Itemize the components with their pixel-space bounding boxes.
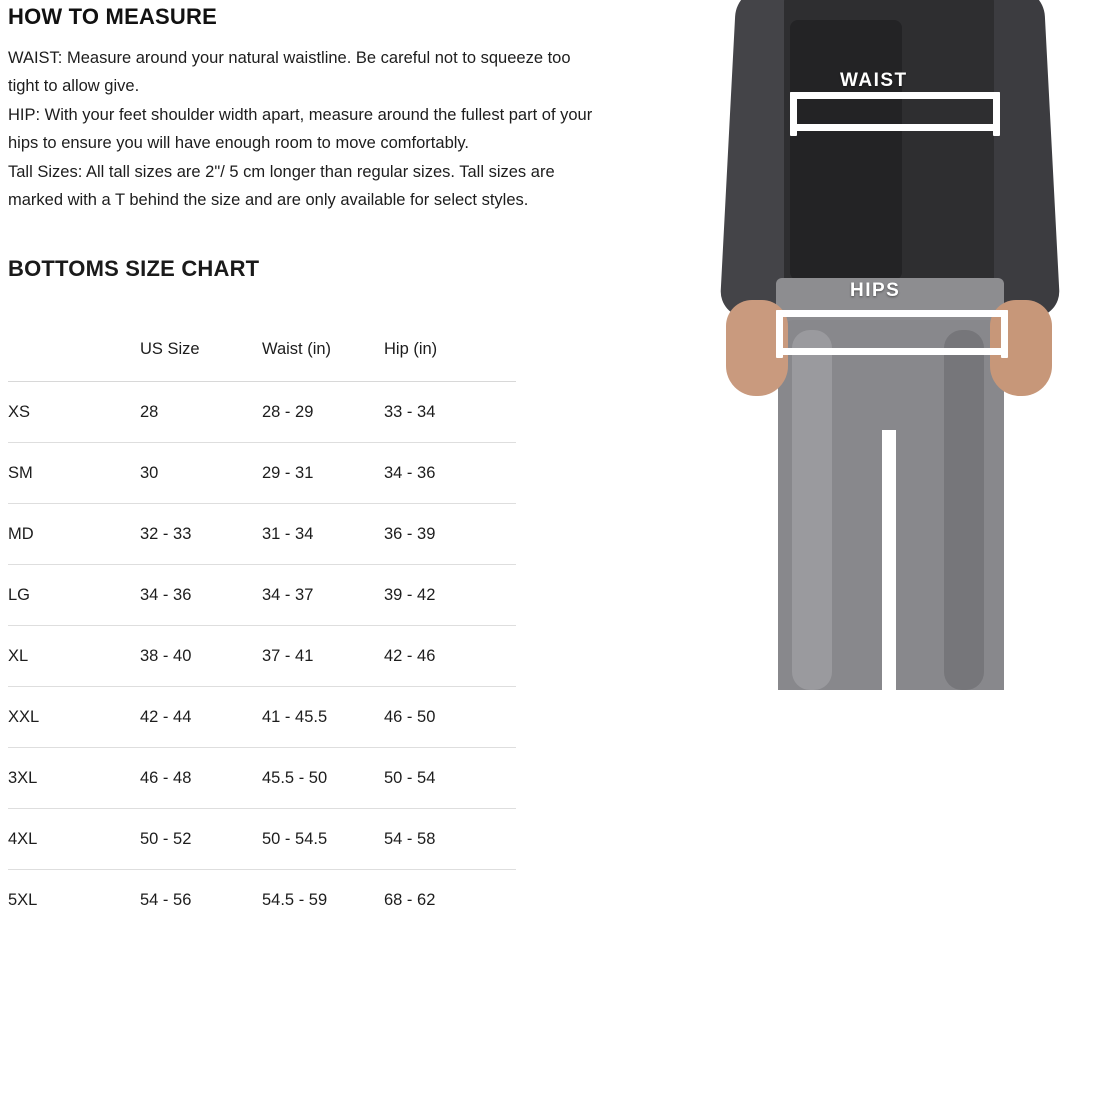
howto-paragraph-waist: WAIST: Measure around your natural waistline. Be careful not to squeeze too tight to allow give.	[8, 49, 571, 96]
cell-hip: 68 - 62	[384, 891, 436, 910]
howto-paragraph-hip: HIP: With your feet shoulder width apart, measure around the fullest part of your hips to ensure you will have enough room to move comfortably.	[8, 105, 593, 153]
how-to-measure-body	[8, 44, 598, 214]
column-header-us: US Size	[140, 340, 262, 382]
cell-size: MD	[8, 504, 140, 565]
how-to-measure-title: HOW TO MEASURE	[8, 4, 217, 29]
cell-size: LG	[8, 565, 140, 626]
table-row	[8, 382, 516, 443]
table-row	[8, 809, 516, 870]
cell-hip: 34 - 36	[384, 443, 516, 504]
cell-us: 50 - 52	[140, 809, 262, 870]
cell-waist: 29 - 31	[262, 443, 384, 504]
cell-us: 46 - 48	[140, 748, 262, 809]
cell-size: 4XL	[8, 809, 140, 870]
bottoms-size-chart-title: BOTTOMS SIZE CHART	[8, 256, 260, 282]
cell-waist: 41 - 45.5	[262, 687, 384, 748]
table-row	[8, 748, 516, 809]
cell-waist: 50 - 54.5	[262, 809, 384, 870]
measurement-photo	[672, 0, 1100, 690]
cell-hip: 39 - 42	[384, 565, 516, 626]
cell-us: 42 - 44	[140, 687, 262, 748]
waist-label: WAIST	[840, 70, 908, 91]
model-leg-highlight-left	[792, 330, 832, 690]
model-leg-shadow-right	[944, 330, 984, 690]
table-row	[8, 443, 516, 504]
cell-size: XS	[8, 382, 140, 443]
column-header-size	[8, 340, 140, 382]
cell-hip: 36 - 39	[384, 504, 516, 565]
cell-waist: 54.5 - 59	[262, 891, 328, 910]
model-torso-shading	[790, 20, 902, 280]
cell-size: SM	[8, 443, 140, 504]
column-header-waist: Waist (in)	[262, 340, 384, 382]
howto-paragraph-tall: Tall Sizes: All tall sizes are 2"/ 5 cm longer than regular sizes. Tall sizes are marked with a T behind the size and are only available for select styles.	[8, 162, 555, 209]
cell-size: 3XL	[8, 748, 140, 809]
table-header	[8, 340, 516, 382]
cell-us: 28	[140, 382, 262, 443]
cell-waist: 31 - 34	[262, 504, 384, 565]
bottoms-size-table	[8, 340, 516, 930]
cell-waist: 28 - 29	[262, 382, 384, 443]
cell-waist: 45.5 - 50	[262, 748, 384, 809]
cell-hip: 42 - 46	[384, 626, 516, 687]
table-row	[8, 565, 516, 626]
table-header-row	[8, 340, 516, 382]
cell-size: XL	[8, 626, 140, 687]
cell-waist: 37 - 41	[262, 626, 384, 687]
hips-label: HIPS	[850, 280, 901, 301]
cell-hip: 46 - 50	[384, 687, 516, 748]
cell-us: 32 - 33	[140, 504, 262, 565]
cell-us: 34 - 36	[140, 565, 262, 626]
cell-us: 54 - 56	[140, 891, 192, 910]
cell-size: XXL	[8, 687, 140, 748]
cell-waist: 34 - 37	[262, 565, 384, 626]
cell-hip: 33 - 34	[384, 382, 516, 443]
column-header-hip: Hip (in)	[384, 340, 516, 382]
cell-size: 5XL	[8, 891, 38, 910]
table-row	[8, 870, 516, 931]
model-leg-separation	[882, 430, 896, 690]
cell-hip: 54 - 58	[384, 809, 516, 870]
cell-hip: 50 - 54	[384, 748, 516, 809]
table-body	[8, 382, 516, 931]
table-row	[8, 504, 516, 565]
cell-us: 30	[140, 443, 262, 504]
cell-us: 38 - 40	[140, 626, 262, 687]
table-row	[8, 626, 516, 687]
table-row	[8, 687, 516, 748]
